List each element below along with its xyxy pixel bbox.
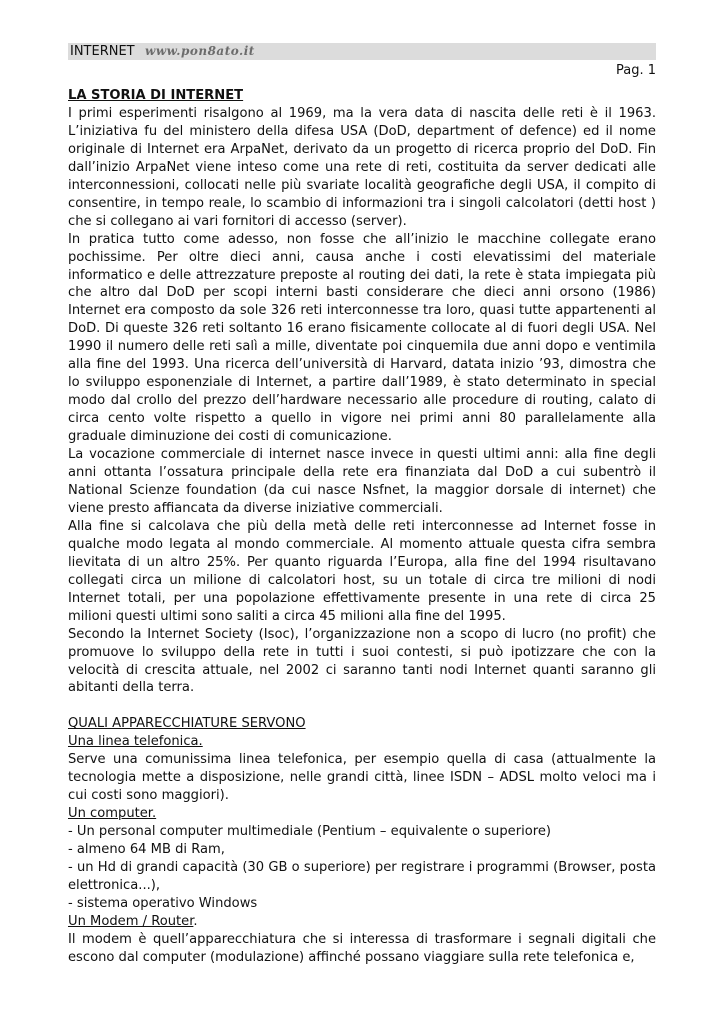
section-heading-apparecchiature: QUALI APPARECCHIATURE SERVONO [68, 716, 306, 732]
paragraph-3: La vocazione commerciale di internet nasce invece in questi ultimi anni: alla fine degli anni ottanta l’ossatura principale della rete era finanziata dal DoD a cui subentrò il National Scienze foundation (da cui nasce Nsfnet, la maggior dorsale di internet) che viene presto affiancata da diverse iniziative commerciali. [68, 447, 656, 516]
subheading-modem: Un Modem / Router [68, 913, 194, 929]
list-item: - almeno 64 MB di Ram, [68, 842, 225, 858]
list-item: - un Hd di grandi capacità (30 GB o superiore) per registrare i programmi (Browser, posta elettronica...), [68, 859, 656, 893]
section-heading-storia: LA STORIA DI INTERNET [68, 88, 244, 103]
site-logo: www.pon8ato.it [145, 44, 255, 58]
paragraph-2: In pratica tutto come adesso, non fosse che all’inizio le macchine collegate erano pochissime. Per oltre dieci anni, causa anche i costi elevatissimi del materiale informatico e delle attrezzature preposte al routing dei dati, la rete è stata impiegata più che altro dal DoD per scopi interni basti considerare che dieci anni orsono (1986) Internet era composto da sole 326 reti interconnesse tra loro, quasi tutte appartenenti al DoD. Di queste 326 reti soltanto 16 erano fisicamente collocate al di fuori degli USA. Nel 1990 il numero delle reti salì a mille, diventate poi cinquemila due anni dopo e ventimila alla fine del 1993. Una ricerca dell’università di Harvard, datata inizio ’93, dimostra che lo sviluppo esponenziale di Internet, a partire dall’1989, è stato determinato in special modo dal crollo del prezzo dell’hardware necessario alle procedure di routing, calato di circa cento volte rispetto a quello in vigore nei primi anni 80 parallelamente alla graduale diminuzione dei costi di comunicazione. [68, 231, 656, 445]
page-number: Pag. 1 [615, 63, 656, 78]
paragraph-modem: Il modem è quell’apparecchiatura che si interessa di trasformare i segnali digitali che escono dal computer (modulazione) affinché possano viaggiare sulla rete telefonica e, [68, 931, 656, 965]
paragraph-linea-telefonica: Serve una comunissima linea telefonica, per esempio quella di casa (attualmente la tecnologia mette a disposizione, nelle grandi città, linee ISDN – ADSL molto veloci ma i cui costi sono maggiori). [68, 752, 656, 804]
spacer [68, 697, 656, 715]
subheading-modem-period: . [193, 913, 198, 929]
subheading-linea-telefonica: Una linea telefonica. [68, 734, 203, 750]
document-title: INTERNET [70, 44, 135, 59]
list-item: - sistema operativo Windows [68, 895, 258, 911]
paragraph-4: Alla fine si calcolava che più della metà delle reti interconnesse ad Internet fosse in qualche modo legata al mondo commerciale. Al momento attuale questa cifra sembra lievitata di un altro 25%. Per quanto riguarda l’Europa, alla fine del 1994 risultavano collegati circa un milione di calcolatori host, su un totale di circa tre milioni di nodi Internet totali, per una popolazione effettivamente presente in una rete di circa 25 milioni questi ultimi sono saliti a circa 45 milioni alla fine del 1995. [68, 518, 656, 624]
subheading-computer: Un computer. [68, 806, 157, 822]
document-body [68, 87, 656, 967]
paragraph-1: I primi esperimenti risalgono al 1969, ma la vera data di nascita delle reti è il 1963. L’iniziativa fu del ministero della difesa USA (DoD, department of defence) ed il nome originale di Internet era ArpaNet, derivato da un progetto di ricerca proprio del DoD. Fin dall’inizio ArpaNet viene inteso come una rete di reti, costituita da server dedicati alle interconnessioni, collocati nelle più svariate località geografiche degli USA, il compito di consentire, in tempo reale, lo scambio di informazioni tra i singoli calcolatori (detti host ) che si collegano ai vari fornitori di accesso (server). [68, 105, 656, 229]
paragraph-5: Secondo la Internet Society (Isoc), l’organizzazione non a scopo di lucro (no profit) che promuove lo sviluppo della rete in tutti i suoi contesti, si può ipotizzare che con la velocità di crescita attuale, nel 2002 ci saranno tanti nodi Internet quanti saranno gli abitanti della terra. [68, 626, 656, 696]
list-item: - Un personal computer multimediale (Pentium – equivalente o superiore) [68, 824, 552, 840]
